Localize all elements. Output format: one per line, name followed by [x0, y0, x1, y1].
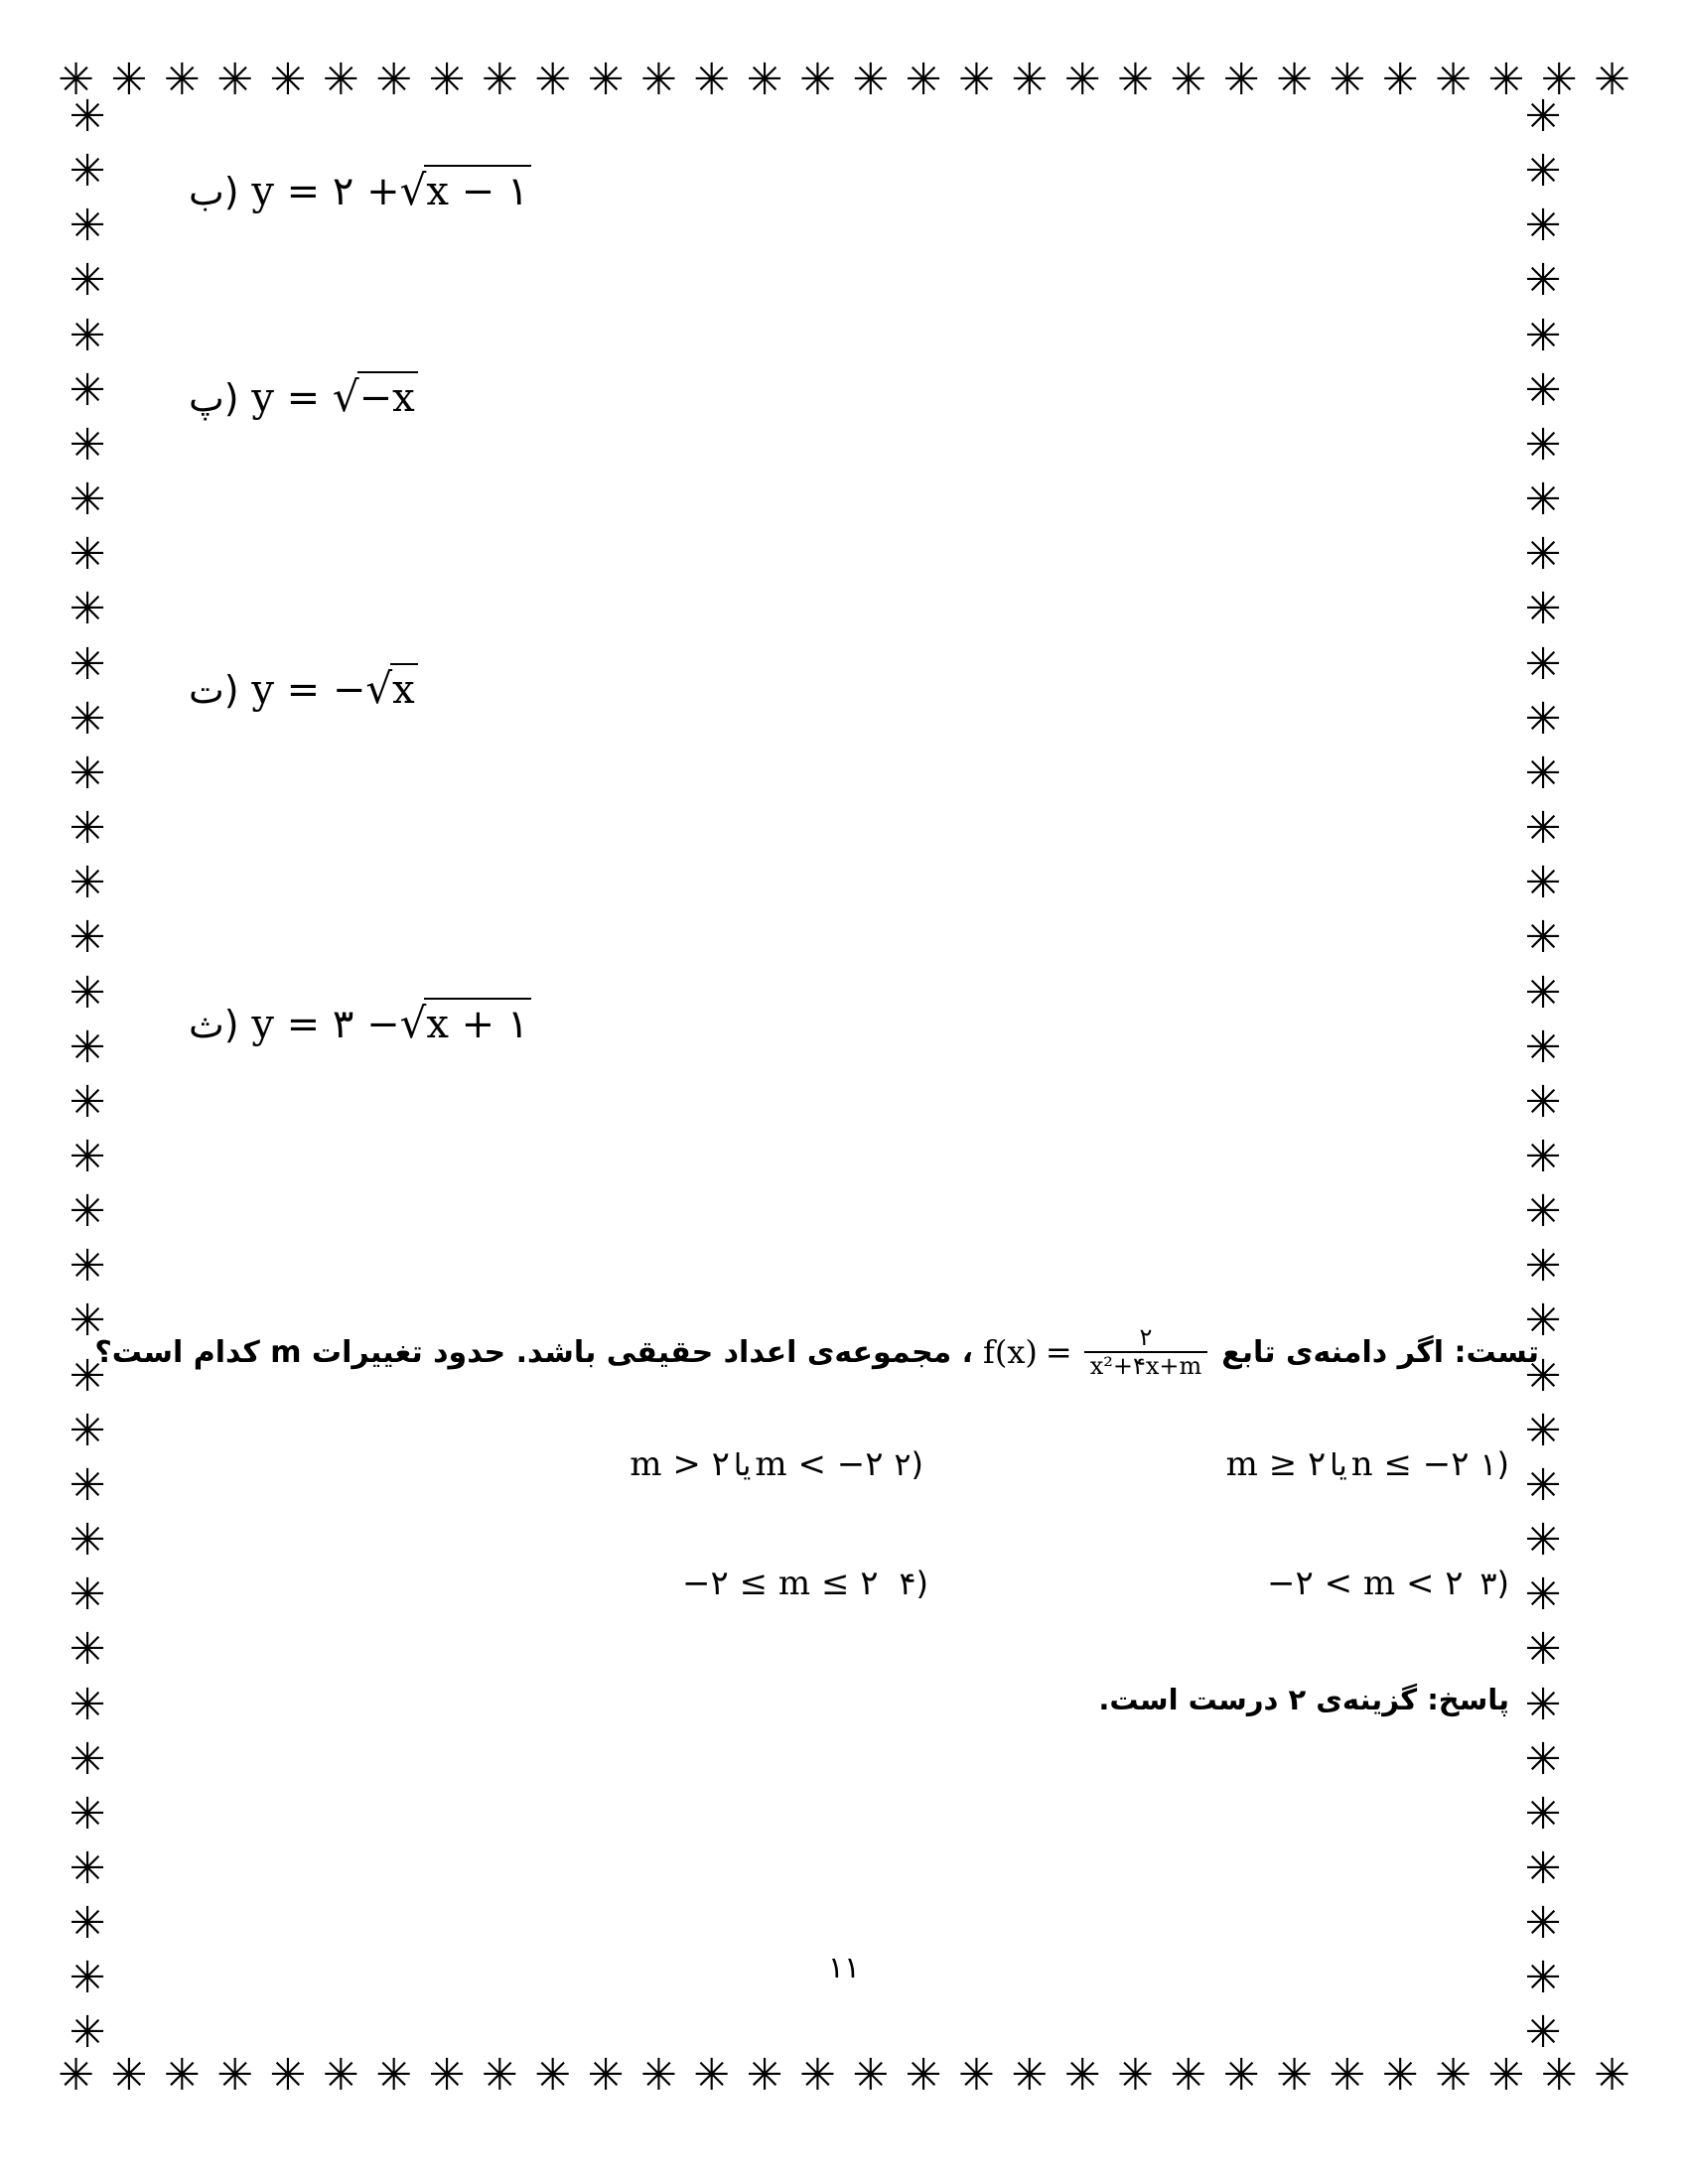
option-2-label: (٢	[894, 1445, 923, 1483]
asterisk-flower-ornament: ✳	[1524, 912, 1562, 964]
fraction-numerator: ٢	[1139, 1323, 1153, 1351]
asterisk-flower-ornament: ✳	[269, 55, 307, 105]
asterisk-flower-ornament: ✳	[1063, 2050, 1101, 2101]
asterisk-flower-ornament: ✳	[1170, 55, 1207, 105]
asterisk-flower-ornament: ✳	[1524, 748, 1562, 799]
asterisk-flower-ornament: ✳	[1117, 55, 1154, 105]
asterisk-flower-ornament: ✳	[375, 55, 413, 105]
asterisk-flower-ornament: ✳	[69, 1459, 106, 1511]
asterisk-flower-ornament: ✳	[69, 475, 106, 526]
equation-label-b: ب)	[189, 170, 239, 213]
radicand-b: x − ١	[424, 165, 531, 214]
asterisk-flower-ornament: ✳	[1524, 1843, 1562, 1894]
equation-equals-b: =	[286, 169, 321, 214]
asterisk-flower-ornament: ✳	[1435, 2050, 1472, 2101]
asterisk-flower-ornament: ✳	[69, 1186, 106, 1238]
option-1-left-expr: m ≥ ٢	[1225, 1444, 1327, 1484]
asterisk-flower-ornament: ✳	[1524, 529, 1562, 581]
border-ornament-bottom	[58, 2047, 1630, 2105]
asterisk-flower-ornament: ✳	[69, 1733, 106, 1785]
asterisk-flower-ornament: ✳	[1524, 1570, 1562, 1621]
asterisk-flower-ornament: ✳	[1222, 2050, 1260, 2101]
asterisk-flower-ornament: ✳	[1524, 1679, 1562, 1730]
asterisk-flower-ornament: ✳	[1524, 1022, 1562, 1073]
asterisk-flower-ornament: ✳	[958, 2050, 995, 2101]
asterisk-flower-ornament: ✳	[1524, 91, 1562, 142]
asterisk-flower-ornament: ✳	[69, 1953, 106, 2004]
radicand-t: x	[390, 663, 418, 713]
asterisk-flower-ornament: ✳	[69, 1350, 106, 1402]
asterisk-flower-ornament: ✳	[905, 2050, 942, 2101]
radicand-s: x + ١	[424, 998, 531, 1047]
question-formula	[973, 1325, 1221, 1379]
asterisk-flower-ornament: ✳	[69, 1405, 106, 1456]
option-2-right-expr: m < −٢	[755, 1444, 884, 1484]
asterisk-flower-ornament: ✳	[69, 1898, 106, 1950]
option-4[interactable]	[682, 1564, 928, 1603]
asterisk-flower-ornament: ✳	[69, 584, 106, 635]
asterisk-flower-ornament: ✳	[69, 529, 106, 581]
equation-equals-p: =	[286, 375, 321, 421]
asterisk-flower-ornament: ✳	[69, 1570, 106, 1621]
option-3-expr: −٢ < m < ٢	[1267, 1564, 1464, 1603]
equation-lhs-p: y	[251, 375, 274, 421]
asterisk-flower-ornament: ✳	[428, 2050, 466, 2101]
asterisk-flower-ornament: ✳	[1524, 419, 1562, 471]
equation-lhs-b: y	[251, 169, 274, 214]
asterisk-flower-ornament: ✳	[1063, 55, 1101, 105]
asterisk-flower-ornament: ✳	[481, 55, 518, 105]
asterisk-flower-ornament: ✳	[1381, 2050, 1419, 2101]
asterisk-flower-ornament: ✳	[1524, 638, 1562, 690]
asterisk-flower-ornament: ✳	[163, 2050, 201, 2101]
asterisk-flower-ornament: ✳	[1170, 2050, 1207, 2101]
radical-sign-icon: √	[399, 166, 427, 214]
formula-fraction	[1084, 1325, 1208, 1379]
formula-lhs: f(x)	[983, 1333, 1038, 1372]
radical-s	[400, 998, 532, 1047]
asterisk-flower-ornament: ✳	[1524, 310, 1562, 361]
asterisk-flower-ornament: ✳	[69, 146, 106, 198]
asterisk-flower-ornament: ✳	[852, 55, 890, 105]
asterisk-flower-ornament: ✳	[534, 55, 572, 105]
asterisk-flower-ornament: ✳	[958, 55, 995, 105]
asterisk-flower-ornament: ✳	[322, 2050, 359, 2101]
equation-body-s	[251, 999, 531, 1047]
asterisk-flower-ornament: ✳	[69, 1679, 106, 1730]
option-1-conjunction: یا	[1330, 1448, 1347, 1483]
radical-sign-icon: √	[332, 372, 359, 421]
asterisk-flower-ornament: ✳	[798, 55, 836, 105]
asterisk-flower-ornament: ✳	[1435, 55, 1472, 105]
asterisk-flower-ornament: ✳	[69, 858, 106, 909]
question-suffix: ، مجموعه‌ی اعداد حقیقی باشد. حدود تغییرات m کدام است؟	[94, 1334, 974, 1370]
equation-item-t	[189, 663, 418, 713]
asterisk-flower-ornament: ✳	[1524, 1186, 1562, 1238]
asterisk-flower-ornament: ✳	[1381, 55, 1419, 105]
asterisk-flower-ornament: ✳	[1524, 1241, 1562, 1293]
asterisk-flower-ornament: ✳	[110, 55, 148, 105]
equation-item-p	[189, 371, 418, 421]
asterisk-flower-ornament: ✳	[1524, 1953, 1562, 2004]
equation-label-s: ث)	[189, 1003, 239, 1046]
radicand-p: −x	[357, 371, 418, 421]
asterisk-flower-ornament: ✳	[1117, 2050, 1154, 2101]
equation-lead-t: −	[332, 667, 366, 713]
answer-line: پاسخ: گزینه‌ی ٢ درست است.	[1098, 1683, 1509, 1716]
asterisk-flower-ornament: ✳	[746, 55, 783, 105]
radical-t	[365, 663, 417, 713]
formula-equals: =	[1045, 1333, 1072, 1372]
asterisk-flower-ornament: ✳	[110, 2050, 148, 2101]
asterisk-flower-ornament: ✳	[322, 55, 359, 105]
asterisk-flower-ornament: ✳	[58, 55, 95, 105]
option-2-conjunction: یا	[733, 1448, 752, 1483]
asterisk-flower-ornament: ✳	[1524, 1350, 1562, 1402]
asterisk-flower-ornament: ✳	[69, 255, 106, 307]
option-1-label: (١	[1479, 1445, 1509, 1483]
question-prefix: تست: اگر دامنه‌ی تابع	[1221, 1334, 1539, 1370]
page-content	[94, 119, 1539, 2005]
asterisk-flower-ornament: ✳	[481, 2050, 518, 2101]
asterisk-flower-ornament: ✳	[1524, 364, 1562, 416]
asterisk-flower-ornament: ✳	[1524, 693, 1562, 745]
radical-p	[333, 371, 418, 421]
asterisk-flower-ornament: ✳	[428, 55, 466, 105]
radical-sign-icon: √	[365, 664, 393, 713]
equation-body-b	[251, 166, 531, 214]
asterisk-flower-ornament: ✳	[587, 2050, 625, 2101]
asterisk-flower-ornament: ✳	[852, 2050, 890, 2101]
question-line	[94, 1325, 1539, 1379]
asterisk-flower-ornament: ✳	[216, 55, 254, 105]
asterisk-flower-ornament: ✳	[69, 803, 106, 855]
asterisk-flower-ornament: ✳	[1524, 1296, 1562, 1347]
asterisk-flower-ornament: ✳	[69, 1296, 106, 1347]
border-ornament-left	[62, 91, 113, 2059]
asterisk-flower-ornament: ✳	[69, 1788, 106, 1840]
asterisk-flower-ornament: ✳	[1524, 1076, 1562, 1128]
asterisk-flower-ornament: ✳	[69, 1843, 106, 1894]
asterisk-flower-ornament: ✳	[1524, 1515, 1562, 1567]
asterisk-flower-ornament: ✳	[1524, 803, 1562, 855]
asterisk-flower-ornament: ✳	[216, 2050, 254, 2101]
asterisk-flower-ornament: ✳	[1487, 55, 1525, 105]
asterisk-flower-ornament: ✳	[1524, 858, 1562, 909]
option-2[interactable]	[630, 1444, 923, 1484]
option-3-label: (٣	[1479, 1565, 1509, 1602]
fraction-denominator: x²+۴x+m	[1084, 1351, 1208, 1379]
option-2-left-expr: m > ٢	[630, 1444, 730, 1484]
asterisk-flower-ornament: ✳	[1524, 1459, 1562, 1511]
equation-label-p: پ)	[189, 376, 239, 420]
equation-lead-b: ٢ +	[332, 169, 400, 214]
asterisk-flower-ornament: ✳	[1540, 2050, 1578, 2101]
asterisk-flower-ornament: ✳	[69, 693, 106, 745]
equation-label-t: ت)	[189, 668, 239, 712]
asterisk-flower-ornament: ✳	[1524, 1405, 1562, 1456]
asterisk-flower-ornament: ✳	[375, 2050, 413, 2101]
asterisk-flower-ornament: ✳	[1276, 2050, 1313, 2101]
asterisk-flower-ornament: ✳	[69, 748, 106, 799]
asterisk-flower-ornament: ✳	[639, 2050, 677, 2101]
asterisk-flower-ornament: ✳	[1524, 146, 1562, 198]
asterisk-flower-ornament: ✳	[1329, 55, 1366, 105]
asterisk-flower-ornament: ✳	[1594, 55, 1630, 105]
asterisk-flower-ornament: ✳	[1524, 1788, 1562, 1840]
asterisk-flower-ornament: ✳	[69, 91, 106, 142]
asterisk-flower-ornament: ✳	[69, 1022, 106, 1073]
option-1[interactable]	[1226, 1444, 1509, 1484]
asterisk-flower-ornament: ✳	[693, 55, 731, 105]
asterisk-flower-ornament: ✳	[1524, 1131, 1562, 1182]
asterisk-flower-ornament: ✳	[69, 638, 106, 690]
asterisk-flower-ornament: ✳	[69, 2007, 106, 2059]
asterisk-flower-ornament: ✳	[1222, 55, 1260, 105]
asterisk-flower-ornament: ✳	[1276, 55, 1313, 105]
asterisk-flower-ornament: ✳	[1524, 1898, 1562, 1950]
equation-equals-t: =	[286, 667, 321, 713]
equation-item-b	[189, 165, 531, 214]
asterisk-flower-ornament: ✳	[534, 2050, 572, 2101]
asterisk-flower-ornament: ✳	[587, 55, 625, 105]
equation-body-p	[251, 372, 417, 421]
asterisk-flower-ornament: ✳	[69, 912, 106, 964]
equation-body-t	[251, 664, 417, 713]
option-3[interactable]	[1267, 1564, 1509, 1603]
asterisk-flower-ornament: ✳	[69, 364, 106, 416]
asterisk-flower-ornament: ✳	[1011, 2050, 1049, 2101]
asterisk-flower-ornament: ✳	[69, 201, 106, 252]
asterisk-flower-ornament: ✳	[1011, 55, 1049, 105]
asterisk-flower-ornament: ✳	[1487, 2050, 1525, 2101]
equation-lhs-s: y	[251, 1002, 274, 1047]
asterisk-flower-ornament: ✳	[69, 1515, 106, 1567]
asterisk-flower-ornament: ✳	[58, 2050, 95, 2101]
equation-lhs-t: y	[251, 667, 274, 713]
asterisk-flower-ornament: ✳	[1594, 2050, 1630, 2101]
asterisk-flower-ornament: ✳	[1524, 967, 1562, 1019]
asterisk-flower-ornament: ✳	[69, 1241, 106, 1293]
asterisk-flower-ornament: ✳	[1524, 255, 1562, 307]
asterisk-flower-ornament: ✳	[1524, 2007, 1562, 2059]
asterisk-flower-ornament: ✳	[69, 1076, 106, 1128]
asterisk-flower-ornament: ✳	[1329, 2050, 1366, 2101]
asterisk-flower-ornament: ✳	[69, 1131, 106, 1182]
page-number: ١١	[827, 1951, 861, 1985]
asterisk-flower-ornament: ✳	[1540, 55, 1578, 105]
equation-equals-s: =	[286, 1002, 321, 1047]
border-ornament-top	[58, 52, 1630, 109]
asterisk-flower-ornament: ✳	[1524, 1624, 1562, 1676]
asterisk-flower-ornament: ✳	[1524, 201, 1562, 252]
option-1-right-expr: n ≤ −٢	[1350, 1444, 1470, 1484]
asterisk-flower-ornament: ✳	[1524, 475, 1562, 526]
equation-item-s	[189, 998, 531, 1047]
asterisk-flower-ornament: ✳	[1524, 584, 1562, 635]
asterisk-flower-ornament: ✳	[798, 2050, 836, 2101]
asterisk-flower-ornament: ✳	[163, 55, 201, 105]
equation-lead-s: ٣ −	[332, 1002, 400, 1047]
radical-sign-icon: √	[399, 999, 427, 1047]
option-4-expr: −٢ ≤ m ≤ ٢	[682, 1564, 879, 1603]
asterisk-flower-ornament: ✳	[269, 2050, 307, 2101]
asterisk-flower-ornament: ✳	[905, 55, 942, 105]
asterisk-flower-ornament: ✳	[1524, 1733, 1562, 1785]
asterisk-flower-ornament: ✳	[746, 2050, 783, 2101]
asterisk-flower-ornament: ✳	[69, 1624, 106, 1676]
option-4-label: (۴	[899, 1565, 928, 1602]
asterisk-flower-ornament: ✳	[69, 967, 106, 1019]
radical-b	[400, 165, 532, 214]
asterisk-flower-ornament: ✳	[69, 310, 106, 361]
asterisk-flower-ornament: ✳	[69, 419, 106, 471]
asterisk-flower-ornament: ✳	[639, 55, 677, 105]
asterisk-flower-ornament: ✳	[693, 2050, 731, 2101]
